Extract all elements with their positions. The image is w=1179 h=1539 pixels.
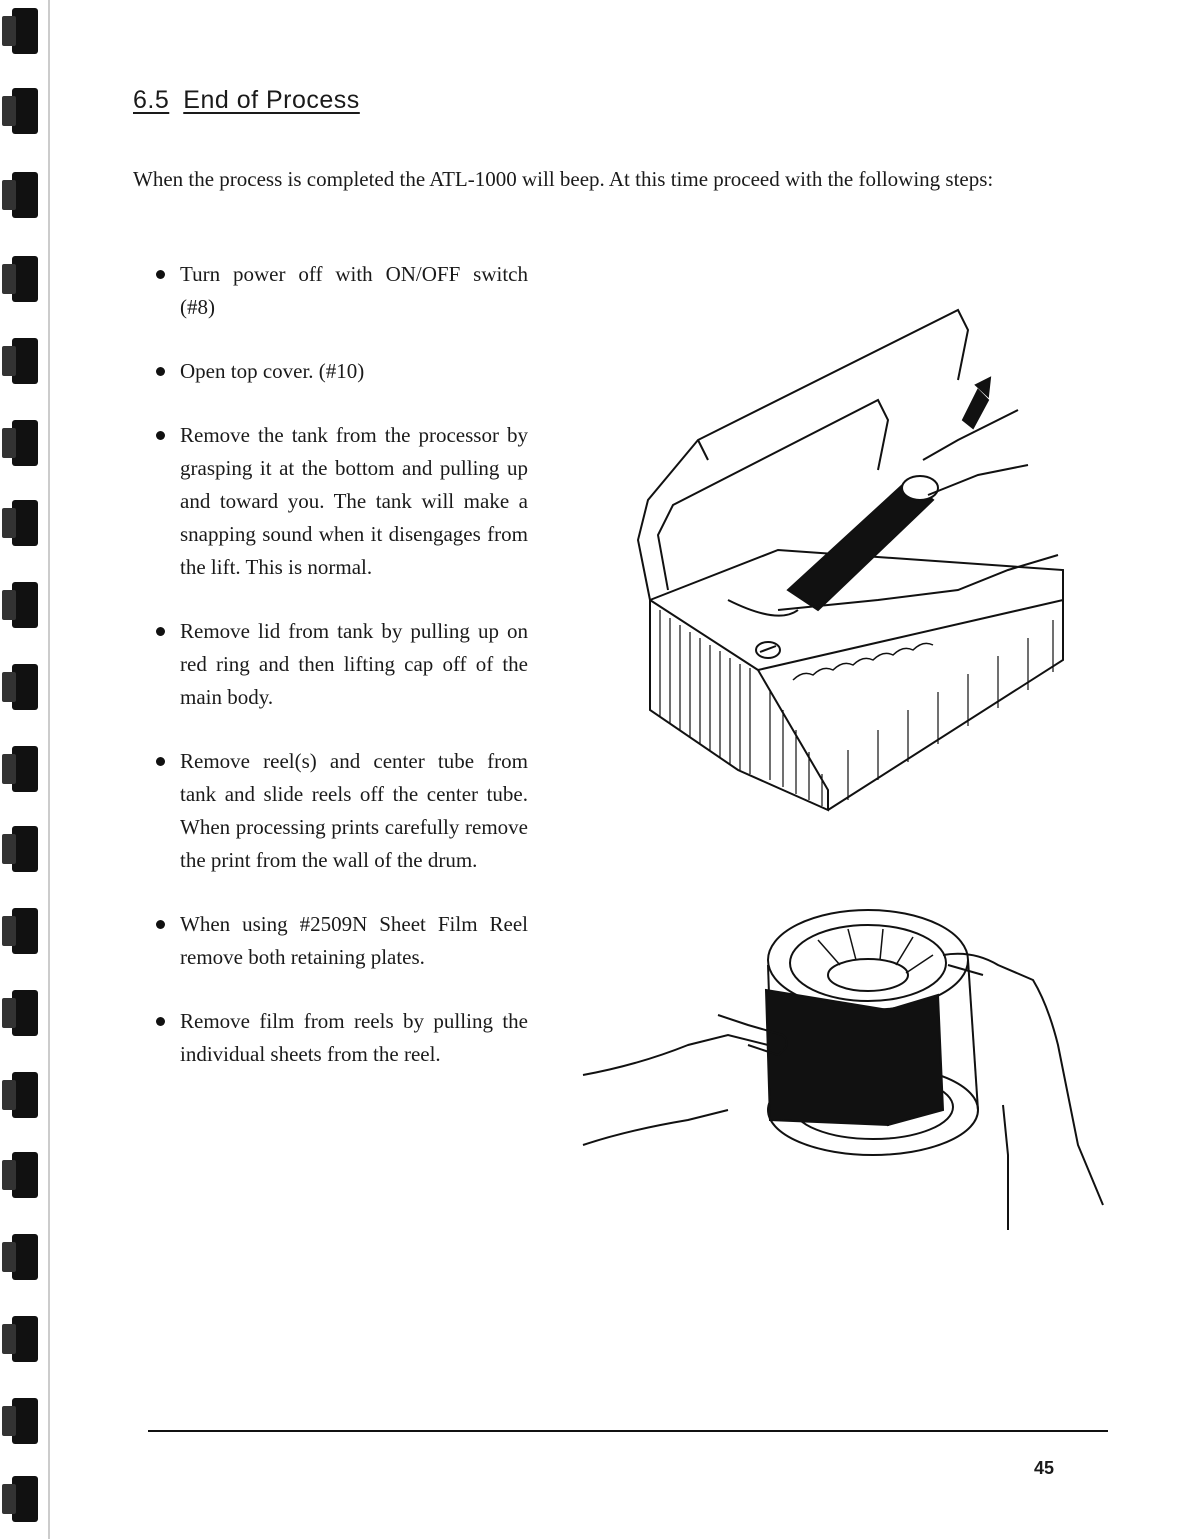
- step-item: Remove lid from tank by pulling up on red ring and then lifting cap off of the main body.: [150, 615, 528, 714]
- step-item: Remove film from reels by pulling the individual sheets from the reel.: [150, 1005, 528, 1071]
- binding-hole: [12, 338, 38, 384]
- footer-rule: [148, 1430, 1108, 1432]
- binding-hole: [12, 1234, 38, 1280]
- binding-hole: [12, 1398, 38, 1444]
- intro-paragraph: When the process is completed the ATL-1000 will beep. At this time proceed with the following steps:: [133, 167, 994, 191]
- binding-hole: [12, 746, 38, 792]
- binding-hole: [12, 420, 38, 466]
- binding-hole: [12, 500, 38, 546]
- binding-edge: [48, 0, 50, 1539]
- binding-hole: [12, 1072, 38, 1118]
- binding-hole: [12, 664, 38, 710]
- binding-hole: [12, 88, 38, 134]
- reel-illustration: [578, 895, 1108, 1240]
- step-item: When using #2509N Sheet Film Reel remove both retaining plates.: [150, 908, 528, 974]
- step-item: Remove the tank from the processor by grasping it at the bottom and pulling up and toward you. The tank will make a snapping sound when it disengages from the lift. This is normal.: [150, 419, 528, 584]
- binding-hole: [12, 826, 38, 872]
- binding-hole: [12, 1316, 38, 1362]
- binding-hole: [12, 990, 38, 1036]
- section-number: 6.5: [133, 86, 170, 114]
- step-item: Remove reel(s) and center tube from tank and slide reels off the center tube. When processing prints carefully remove the print from the wall of the drum.: [150, 745, 528, 877]
- page-number: 45: [1034, 1458, 1055, 1478]
- steps-list: [150, 258, 528, 1102]
- binding-hole: [12, 1476, 38, 1522]
- section-heading: [133, 86, 360, 115]
- binding-hole: [12, 1152, 38, 1198]
- binding-hole: [12, 908, 38, 954]
- binding-hole: [12, 582, 38, 628]
- binding-hole: [12, 256, 38, 302]
- processor-illustration: [578, 300, 1088, 825]
- binding-hole: [12, 8, 38, 54]
- step-item: Turn power off with ON/OFF switch (#8): [150, 258, 528, 324]
- binding-hole: [12, 172, 38, 218]
- section-title: End of Process: [183, 86, 360, 114]
- step-item: Open top cover. (#10): [150, 355, 528, 388]
- spiral-binding: [0, 0, 60, 1539]
